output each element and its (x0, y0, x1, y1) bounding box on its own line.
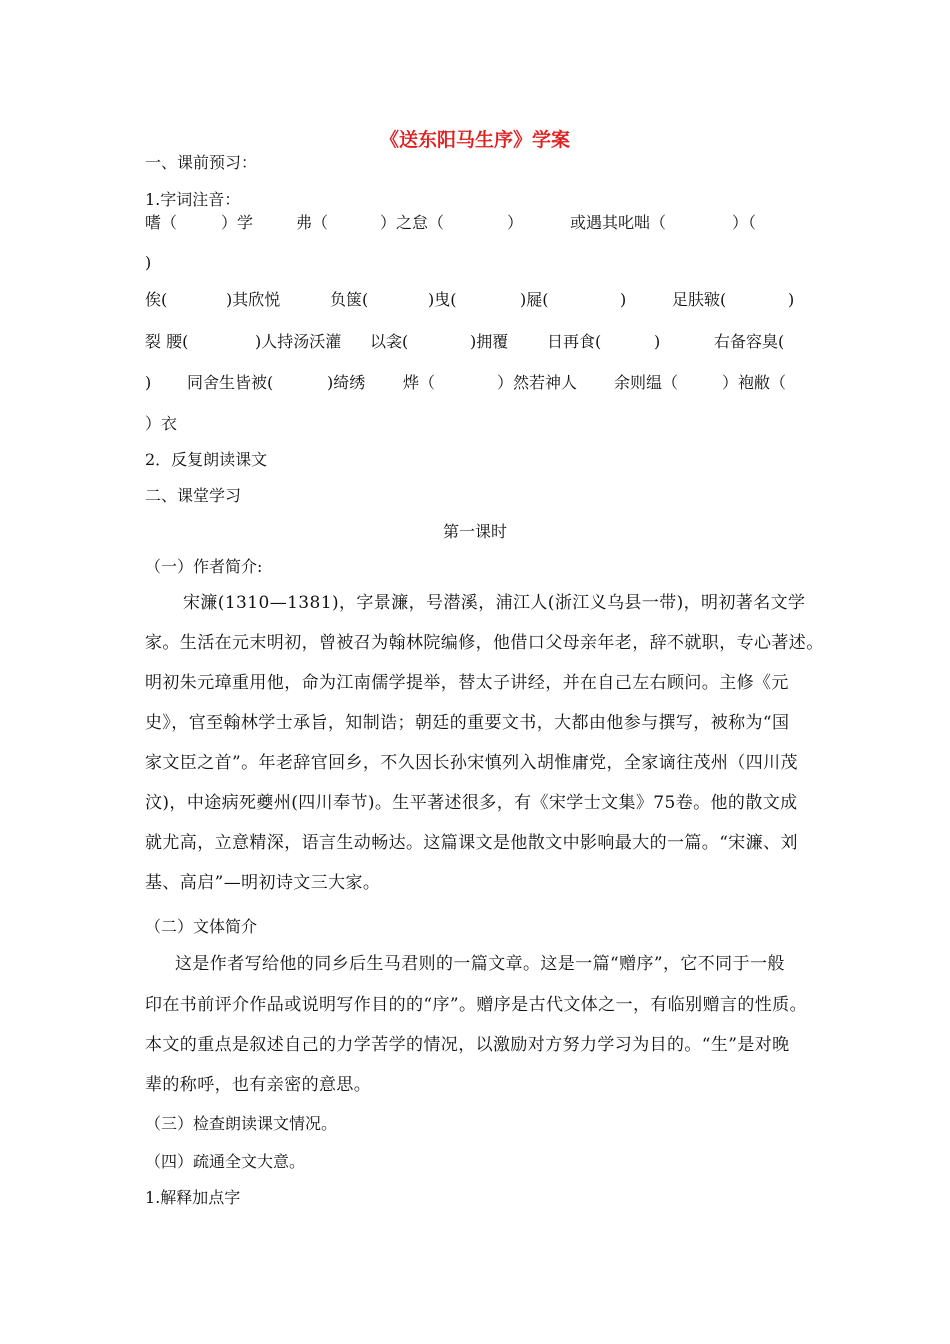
section-heading-preview: 一、课前预习： (145, 153, 258, 172)
pinyin-item: 嗜（ (145, 213, 178, 232)
pinyin-item: ）然若神人 (497, 373, 578, 392)
genre-paragraph-line: 本文的重点是叙述自己的力学苦学的情况，以激励对方努力学习为目的。“生”是对晚 (145, 1035, 790, 1055)
pinyin-item: ) (788, 290, 795, 309)
subheading-explain: 1.解释加点字 (145, 1188, 241, 1207)
pinyin-item: ）袍敝（ (722, 373, 787, 392)
pinyin-item: )其欣悦 (226, 290, 281, 309)
pinyin-item: ）（ (732, 213, 757, 232)
pinyin-item: ) (620, 290, 627, 309)
author-paragraph-line: 汶)，中途病死夔州(四川奉节)。生平著述很多，有《宋学士文集》75卷。他的散文成 (145, 793, 798, 813)
pinyin-item: 同舍生皆被( (187, 373, 274, 392)
pinyin-item: )屣( (520, 290, 549, 309)
pinyin-item: 日再食( (547, 332, 602, 351)
author-paragraph-line: 就尤高，立意精深，语言生动畅达。这篇课文是他散文中影响最大的一篇。“宋濂、刘 (145, 833, 798, 853)
author-paragraph-line: 家。生活在元末明初，曾被召为翰林院编修，他借口父母亲年老，辞不就职，专心著述。 (145, 633, 824, 653)
pinyin-item: 弗（ (296, 213, 329, 232)
pinyin-item: ）学 (221, 213, 254, 232)
pinyin-item: ）衣 (145, 414, 178, 433)
genre-paragraph-line: 这是作者写给他的同乡后生马君则的一篇文章。这是一篇“赠序”，它不同于一般 (175, 954, 785, 974)
pinyin-item: 负箧( (330, 290, 369, 309)
pinyin-item: ）之怠（ (380, 213, 445, 232)
author-paragraph-line: 基、高启”—明初诗文三大家。 (145, 873, 381, 893)
lesson-label: 第一课时 (442, 522, 507, 541)
author-paragraph-line: 宋濂(1310—1381)，字景濂，号潜溪，浦江人(浙江义乌县一带)，明初著名文学 (183, 593, 806, 613)
pinyin-item: 以衾( (370, 332, 409, 351)
subsection-heading-genre: （二）文体简介 (145, 917, 258, 936)
pinyin-item: 右备容臭( (714, 332, 785, 351)
pinyin-item: )曳( (428, 290, 457, 309)
subheading-reading: 2．反复朗读课文 (145, 450, 268, 469)
subheading-pronunciation: 1.字词注音： (145, 190, 241, 209)
subsection-heading-reading-check: （三）检查朗读课文情况。 (145, 1114, 338, 1133)
pinyin-item: ) (145, 373, 152, 392)
author-paragraph-line: 明初朱元璋重用他，命为江南儒学提举，替太子讲经，并在自己左右顾问。主修《元 (145, 673, 789, 693)
pinyin-item: 裂 腰( (145, 332, 189, 351)
subsection-heading-author: （一）作者简介: (145, 557, 263, 576)
pinyin-item: ) (654, 332, 661, 351)
pinyin-item: ） (507, 213, 524, 232)
pinyin-item: )绮绣 (327, 373, 366, 392)
pinyin-item: )人持汤沃灌 (255, 332, 342, 351)
pinyin-item: 烨（ (403, 373, 436, 392)
pinyin-item: ) (145, 253, 152, 272)
genre-paragraph-line: 辈的称呼，也有亲密的意思。 (145, 1075, 372, 1095)
author-paragraph-line: 史》，官至翰林学士承旨，知制诰；朝廷的重要文书，大都由他参与撰写，被称为“国 (145, 713, 790, 733)
pinyin-item: 俟( (145, 290, 168, 309)
pinyin-item: 足肤皲( (672, 290, 727, 309)
pinyin-item: 余则缊（ (614, 373, 679, 392)
subsection-heading-meaning: （四）疏通全文大意。 (145, 1152, 306, 1171)
pinyin-item: )拥覆 (470, 332, 509, 351)
author-paragraph-line: 家文臣之首”。年老辞官回乡，不久因长孙宋慎列入胡惟庸党，全家谪往茂州（四川茂 (145, 753, 798, 773)
pinyin-item: 或遇其叱咄（ (570, 213, 667, 232)
document-title: 《送东阳马生序》学案 (379, 129, 570, 151)
genre-paragraph-line: 印在书前评介作品或说明写作目的的“序”。赠序是古代文体之一，有临别赠言的性质。 (145, 995, 807, 1015)
section-heading-classroom: 二、课堂学习 (145, 486, 242, 505)
